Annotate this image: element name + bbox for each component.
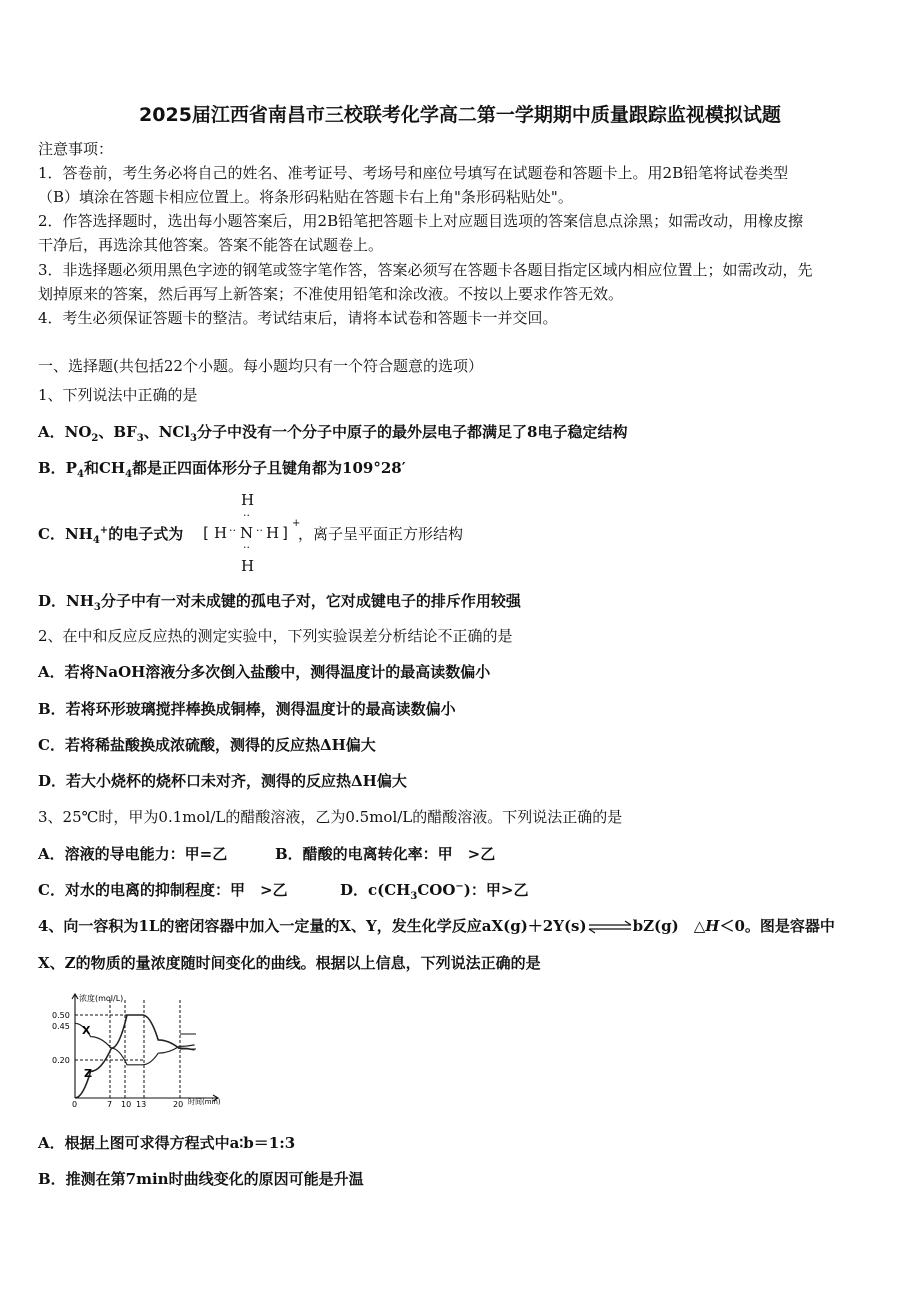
text: A．NO	[38, 423, 92, 441]
text: 、BF	[98, 423, 137, 441]
text: ＜0。图是容器中	[719, 917, 835, 935]
subscript: 3	[190, 433, 198, 444]
x-tick-label: 0	[72, 1100, 78, 1108]
y-tick-label: 0.45	[52, 1022, 70, 1031]
q2-option-b: B．若将环形玻璃搅拌棒换成铜棒，测得温度计的最高读数偏小	[38, 700, 456, 718]
text: 的电子式为	[108, 525, 184, 543]
q1-option-b	[38, 458, 406, 478]
text: )：甲>乙	[463, 881, 529, 899]
series-x-label: X	[82, 1024, 91, 1037]
y-tick-label: 0.50	[52, 1011, 70, 1020]
q1-option-d	[38, 591, 521, 611]
page-title: 2025届江西省南昌市三校联考化学高二第一学期期中质量跟踪监视模拟试题	[139, 104, 781, 126]
text: bZ(g) △	[632, 917, 706, 935]
equilibrium-arrow-icon	[587, 920, 633, 934]
q4-option-b: B．推测在第7min时曲线变化的原因可能是升温	[38, 1170, 364, 1188]
subscript: 4	[125, 469, 133, 480]
subscript: 3	[136, 433, 144, 444]
x-tick-label: 7	[107, 1100, 113, 1108]
question-4-stem-line2: X、Z的物质的量浓度随时间变化的曲线。根据以上信息，下列说法正确的是	[38, 954, 541, 972]
y-axis-label: 浓度(mol/L)	[79, 994, 124, 1003]
question-4-stem-line1	[38, 916, 835, 936]
electron-formula-n: N	[240, 524, 254, 542]
q1-option-c-prefix	[38, 524, 183, 544]
series-x-line	[75, 1023, 195, 1065]
text: D．c(CH	[340, 881, 411, 899]
series-z-line	[75, 1015, 195, 1098]
notice-line: 3．非选择题必须用黑色字迹的钢笔或签字笔作答，答案必须写在答题卡各题目指定区域内相应位置上；如需改动，先	[38, 261, 813, 279]
electron-formula-right-bracket: ]	[281, 524, 291, 542]
question-2-stem: 2、在中和反应反应热的测定实验中，下列实验误差分析结论不正确的是	[38, 627, 513, 645]
q3-option-c: C．对水的电离的抑制程度：甲 >乙	[38, 881, 288, 899]
notice-line: （B）填涂在答题卡相应位置上。将条形码粘贴在答题卡右上角"条形码粘贴处"。	[38, 188, 573, 206]
superscript: −	[455, 881, 464, 892]
q1-option-c-suffix: ，离子呈平面正方形结构	[298, 525, 464, 543]
q4-option-a: A．根据上图可求得方程式中a∶b＝1:3	[38, 1134, 296, 1152]
electron-formula-h-bottom: H	[241, 557, 255, 575]
question-3-stem: 3、25℃时，甲为0.1mol/L的醋酸溶液，乙为0.5mol/L的醋酸溶液。下列说法正确的是	[38, 808, 623, 826]
q2-option-a: A．若将NaOH溶液分多次倒入盐酸中，测得温度计的最高读数偏小	[38, 663, 491, 681]
subscript: 3	[93, 602, 101, 613]
electron-dots: ··	[256, 524, 263, 537]
question-1-stem: 1、下列说法中正确的是	[38, 386, 198, 404]
y-tick-label: 0.20	[52, 1056, 70, 1065]
electron-dots: ··	[243, 509, 250, 522]
x-tick-label: 10	[121, 1100, 132, 1108]
electron-formula-h-top: H	[241, 491, 255, 509]
text: 都是正四面体形分子且键角都为109°28′	[132, 459, 406, 477]
electron-dots: ··	[243, 541, 250, 554]
text: D．NH	[38, 592, 94, 610]
superscript: +	[99, 525, 109, 536]
text: C．NH	[38, 525, 93, 543]
q3-option-b: B．醋酸的电离转化率：甲 >乙	[275, 845, 496, 863]
electron-formula-h-right: H	[266, 524, 280, 542]
electron-formula-left-bracket: [	[201, 524, 211, 542]
subscript: 2	[91, 433, 99, 444]
notice-line: 干净后，再选涂其他答案。答案不能答在试题卷上。	[38, 236, 384, 254]
notice-heading: 注意事项：	[38, 140, 114, 158]
text: 、NCl	[143, 423, 191, 441]
notice-line: 4．考生必须保证答题卡的整洁。考试结束后，请将本试卷和答题卡一并交回。	[38, 309, 558, 327]
x-tick-label: 20	[173, 1100, 184, 1108]
notice-line: 1．答卷前，考生务必将自己的姓名、准考证号、考场号和座位号填写在试题卷和答题卡上。用2B铅笔将试卷类型	[38, 164, 789, 182]
q3-option-d	[340, 880, 528, 900]
q3-option-a: A．溶液的导电能力：甲=乙	[38, 845, 228, 863]
electron-formula-h-left: H	[214, 524, 228, 542]
text: 分子中有一对未成键的孤电子对，它对成键电子的排斥作用较强	[100, 592, 521, 610]
notice-line: 2．作答选择题时，选出每小题答案后，用2B铅笔把答题卡上对应题目选项的答案信息点涂黑；如需改动，用橡皮擦	[38, 212, 804, 230]
notice-line: 划掉原来的答案，然后再写上新答案；不准使用铅笔和涂改液。不按以上要求作答无效。	[38, 285, 624, 303]
x-axis-label: 时间(min)	[188, 1098, 221, 1106]
text: B．P	[38, 459, 77, 477]
text: COO	[417, 881, 456, 899]
x-tick-label: 13	[136, 1100, 147, 1108]
q1-option-a	[38, 422, 627, 442]
q2-option-d: D．若大小烧杯的烧杯口未对齐，测得的反应热ΔH偏大	[38, 772, 407, 790]
text: H	[705, 917, 720, 935]
electron-formula-charge: +	[292, 518, 301, 529]
text: 4、向一容积为1L的密闭容器中加入一定量的X、Y，发生化学反应aX(g)＋2Y(s)	[38, 917, 587, 935]
electron-dots: ··	[229, 524, 236, 537]
subscript: 4	[92, 535, 100, 546]
text: 分子中没有一个分子中原子的最外层电子都满足了8电子稳定结构	[197, 423, 628, 441]
section-heading: 一、选择题(共包括22个小题。每小题均只有一个符合题意的选项）	[38, 357, 483, 375]
q2-option-c: C．若将稀盐酸换成浓硫酸，测得的反应热ΔH偏大	[38, 736, 376, 754]
concentration-time-graph	[40, 988, 240, 1108]
series-z-label: Z	[84, 1067, 92, 1080]
text: 和CH	[83, 459, 126, 477]
subscript: 4	[76, 469, 84, 480]
subscript: 3	[410, 891, 418, 902]
